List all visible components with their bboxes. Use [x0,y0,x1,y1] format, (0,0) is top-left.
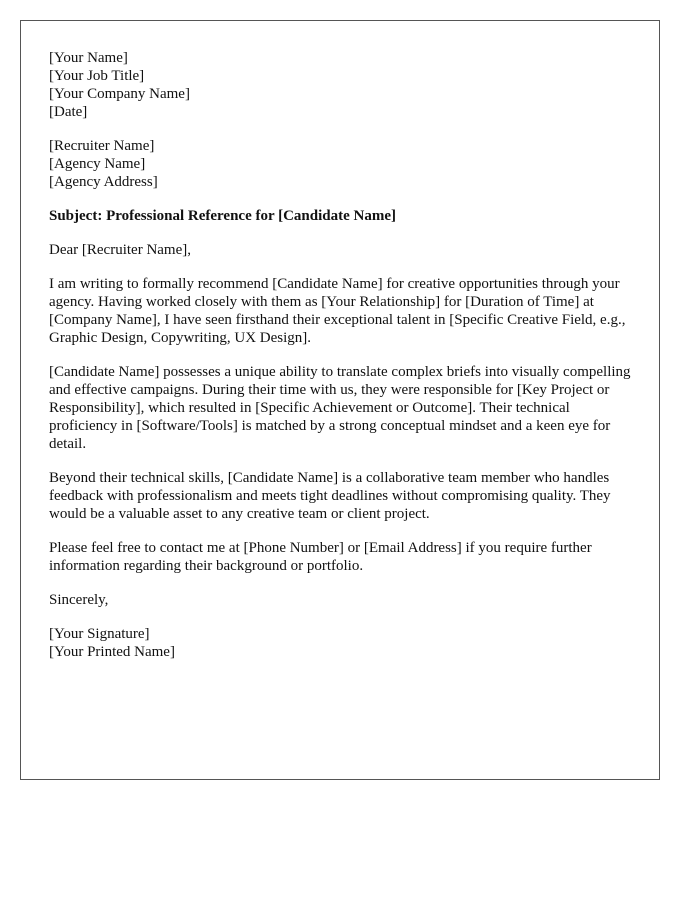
body-paragraph-1: I am writing to formally recommend [Candidate Name] for creative opportunities through your agency. Having worked closely with them as [Your Relationship] for [Duration of Time] at [Company Name], I have seen firsthand their exceptional talent in [Specific Creative Field, e.g., Graphic Design, Copywriting, UX Design]. [49,276,626,346]
signature-block [49,625,639,661]
sender-company: [Your Company Name] [49,86,190,102]
body-paragraph-4: Please feel free to contact me at [Phone Number] or [Email Address] if you require further information regarding their background or portfolio. [49,540,592,574]
closing: Sincerely, [49,592,109,608]
letter-content [49,49,639,677]
letter-page [20,20,660,780]
sender-job-title: [Your Job Title] [49,68,145,84]
letter-date: [Date] [49,104,88,120]
printed-name: [Your Printed Name] [49,644,175,660]
salutation: Dear [Recruiter Name], [49,242,192,258]
sender-name: [Your Name] [49,50,128,66]
signature-line: [Your Signature] [49,626,150,642]
recipient-address: [Agency Address] [49,174,158,190]
body-paragraph-3: Beyond their technical skills, [Candidate Name] is a collaborative team member who handles feedback with professionalism and meets tight deadlines without compromising quality. They would be a valuable asset to any creative team or client project. [49,470,611,522]
subject-line: Subject: Professional Reference for [Candidate Name] [49,208,397,224]
sender-block [49,49,639,121]
body-paragraph-2: [Candidate Name] possesses a unique ability to translate complex briefs into visually compelling and effective campaigns. During their time with us, they were responsible for [Key Project or Responsibility], which resulted in [Specific Achievement or Outcome]. Their technical proficiency in [Software/Tools] is matched by a strong conceptual mindset and a keen eye for detail. [49,364,631,452]
recipient-name: [Recruiter Name] [49,138,155,154]
recipient-block [49,137,639,191]
recipient-agency: [Agency Name] [49,156,146,172]
